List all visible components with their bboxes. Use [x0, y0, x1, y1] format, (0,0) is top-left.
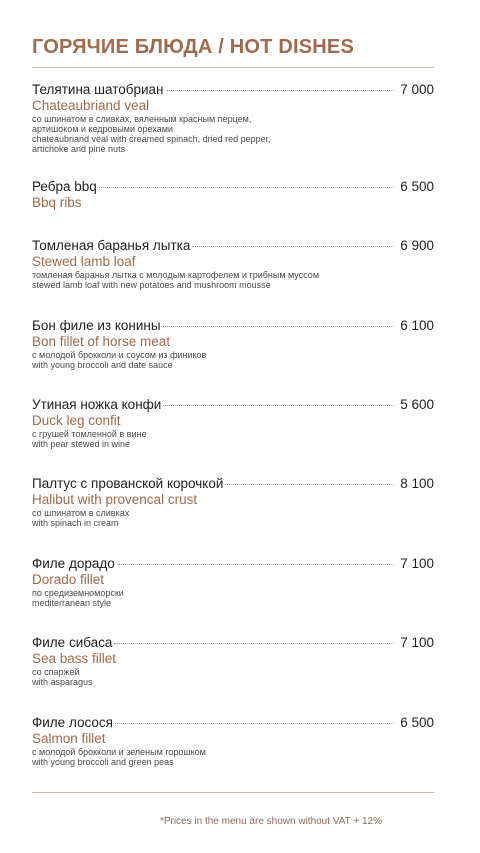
menu-item	[32, 238, 434, 290]
item-name-en: Bon fillet of horse meat	[32, 334, 171, 349]
leader-dots	[225, 484, 394, 485]
item-description: с молодой брокколи и соусом из фиников with young broccoli and date sauce	[32, 350, 207, 370]
item-price: 7 100	[400, 556, 434, 571]
leader-dots	[117, 564, 394, 565]
item-name-en: Duck leg confit	[32, 413, 121, 428]
item-name-ru: Ребра bbq	[32, 179, 97, 194]
item-price: 7 100	[400, 635, 434, 650]
menu-item	[32, 556, 434, 608]
item-price: 8 100	[400, 476, 434, 491]
item-name-en: Bbq ribs	[32, 195, 82, 210]
item-name-en: Dorado fillet	[32, 572, 105, 587]
item-price: 6 900	[400, 238, 434, 253]
menu-item	[32, 318, 434, 370]
leader-dots	[99, 187, 394, 188]
leader-dots	[114, 643, 394, 644]
leader-dots	[163, 405, 394, 406]
item-name-en: Halibut with provencal crust	[32, 492, 198, 507]
item-name-ru: Филе дорадо	[32, 556, 115, 571]
menu-item	[32, 476, 434, 528]
item-description: с молодой брокколи и зеленым горошком with young broccoli and green peas	[32, 747, 206, 767]
item-description: по средиземноморски mediterranean style	[32, 588, 124, 608]
item-name-ru: Бон филе из конины	[32, 318, 161, 333]
menu-item	[32, 397, 434, 449]
item-description: со спаржей with asparagus	[32, 667, 93, 687]
bottom-divider	[32, 792, 434, 793]
item-name-ru: Филе лосося	[32, 715, 113, 730]
menu-item	[32, 715, 434, 767]
item-description: со шпинатом в сливках, вяленным красным перцем, артишоком и кедровыми орехами chateaubriand veal with creamed spinach, dried red pepper, artichoke and pine nuts	[32, 114, 271, 154]
item-description: томленая баранья лытка с молодым картофелем и грибным муссом stewed lamb loaf with new potatoes and mushroom mousse	[32, 270, 320, 290]
item-name-ru: Палтус с прованской корочкой	[32, 476, 224, 491]
item-name-en: Stewed lamb loaf	[32, 254, 136, 269]
vat-footnote: *Prices in the menu are shown without VAT + 12%	[159, 816, 382, 827]
item-name-ru: Томленая баранья лытка	[32, 238, 191, 253]
item-name-ru: Телятина шатобриан	[32, 82, 164, 97]
item-price: 6 500	[400, 179, 434, 194]
menu-item	[32, 635, 434, 687]
top-divider	[32, 67, 434, 68]
item-price: 7 000	[400, 82, 434, 97]
item-name-en: Sea bass fillet	[32, 651, 117, 666]
item-name-en: Chateaubriand veal	[32, 98, 150, 113]
leader-dots	[115, 723, 394, 724]
item-description: с грушей томленной в вине with pear stewed in wine	[32, 429, 147, 449]
item-description: со шпинатом в сливках with spinach in cream	[32, 508, 130, 528]
leader-dots	[166, 90, 395, 91]
item-price: 6 500	[400, 715, 434, 730]
menu-item	[32, 82, 434, 154]
leader-dots	[192, 246, 394, 247]
item-name-en: Salmon fillet	[32, 731, 106, 746]
leader-dots	[163, 326, 395, 327]
item-name-ru: Филе сибаса	[32, 635, 113, 650]
menu-title: ГОРЯЧИЕ БЛЮДА / HOT DISHES	[32, 36, 355, 58]
item-price: 6 100	[400, 318, 434, 333]
item-name-ru: Утиная ножка конфи	[32, 397, 162, 412]
item-price: 5 600	[400, 397, 434, 412]
menu-item	[32, 179, 434, 210]
